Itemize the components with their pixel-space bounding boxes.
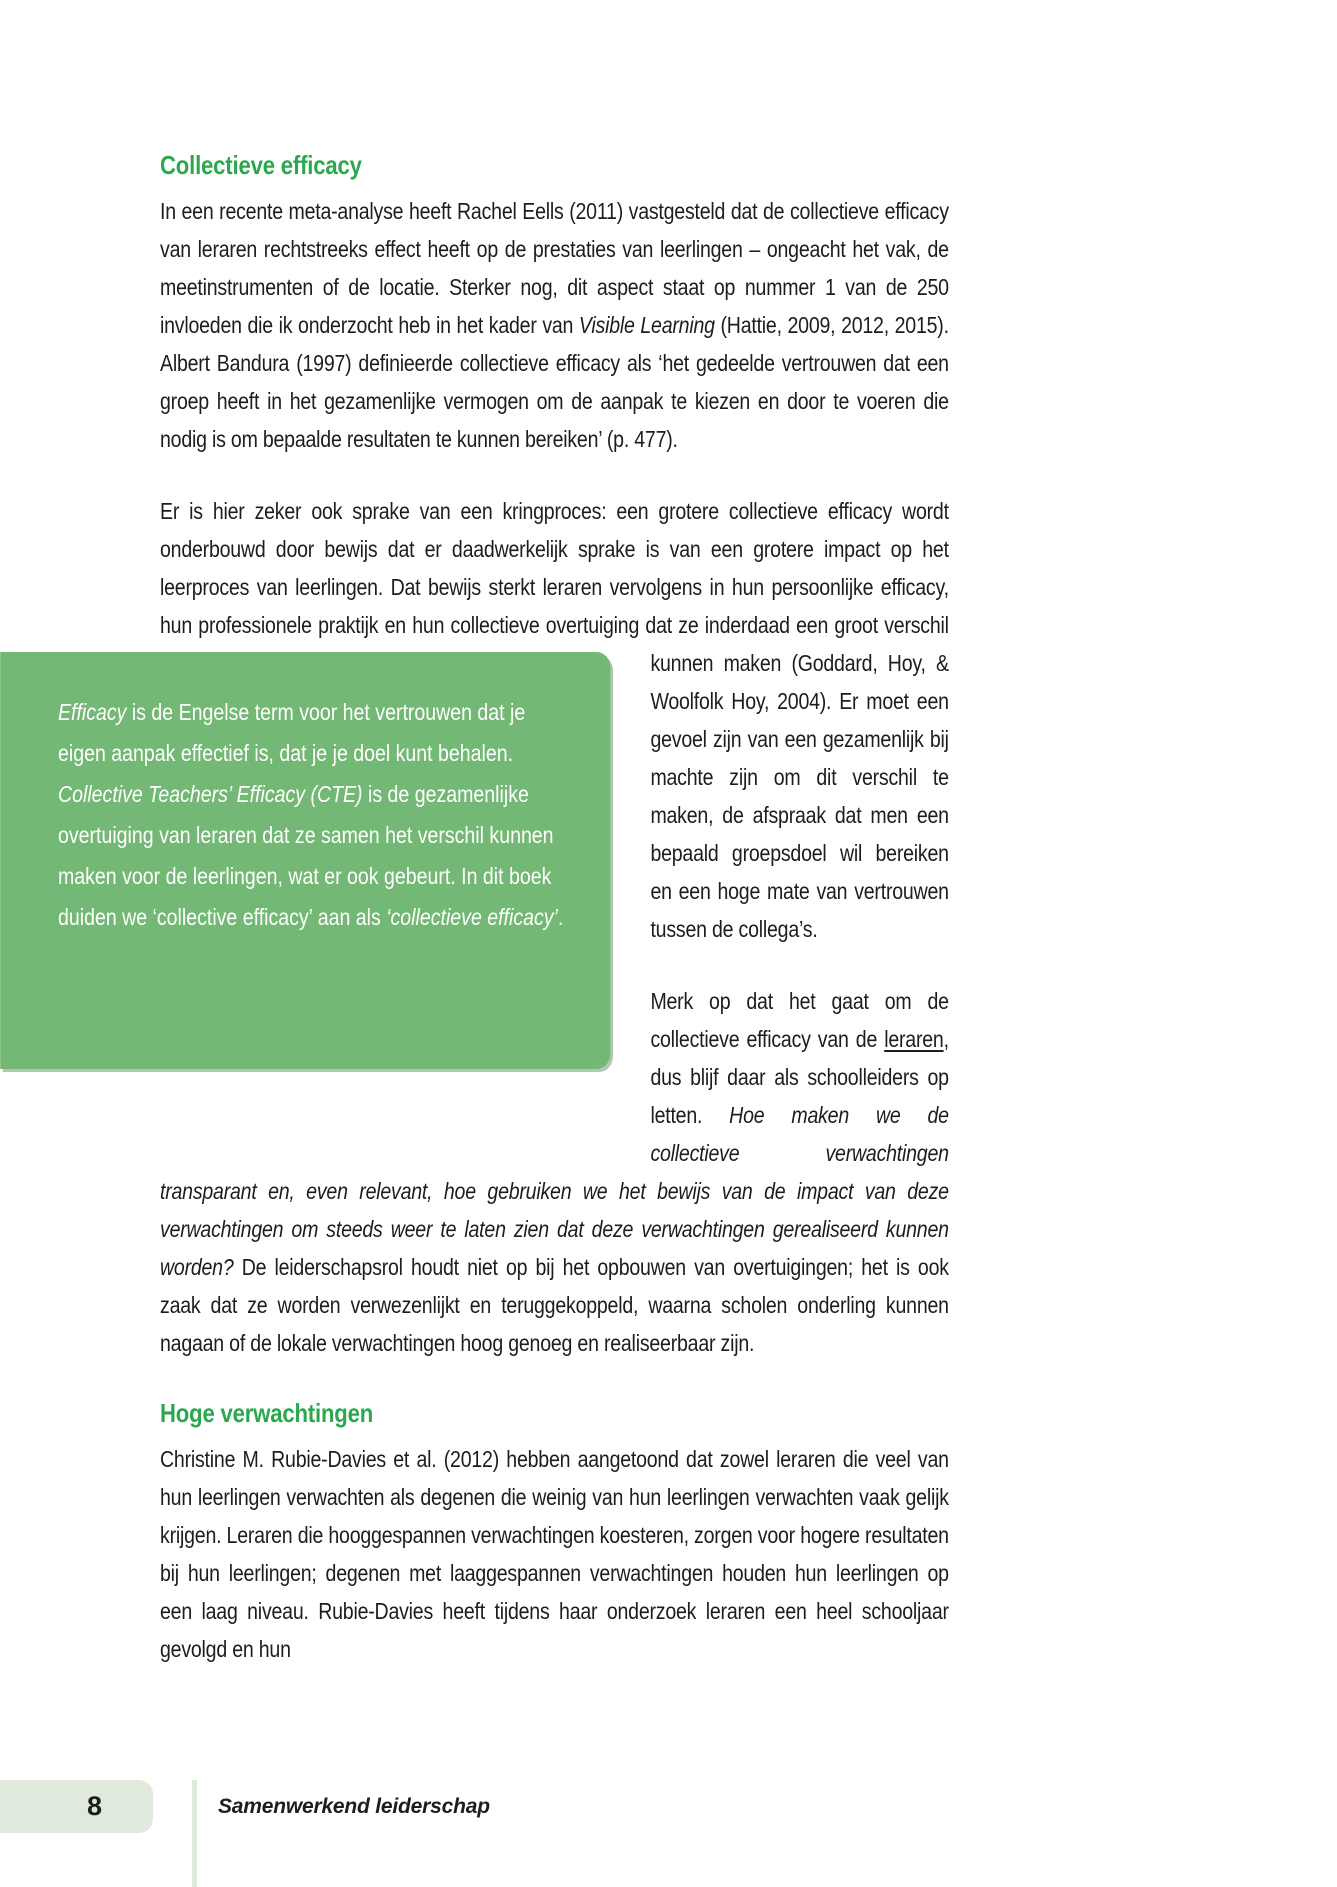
page-number-badge [0,1780,153,1833]
emphasis-collective-teachers-efficacy: Collective Teachers’ Efficacy (CTE) [58,781,363,807]
running-footer-title: Samenwerkend leiderschap [218,1795,490,1818]
callout-box-efficacy-definition [0,652,610,1069]
paragraph-rubie-davies: Christine M. Rubie-Davies et al. (2012) hebben aangetoond dat zowel leraren die veel van hun leerlingen verwachten als degenen die weinig van hun leerlingen verwachten vaak gelijk krijgen. Leraren die hooggespannen verwachtingen koesteren, zorgen voor hogere resultaten bij hun leerlingen; degenen met laaggespannen verwachtingen houden hun leerlingen op een laag niveau. Rubie-Davies heeft tijdens haar onderzoek leraren een heel schooljaar gevolgd en hun [160,1446,949,1662]
underlined-leraren: leraren [884,1026,944,1052]
page-number: 8 [86,1791,103,1821]
text-run: De leiderschapsrol houdt niet op bij het opbouwen van overtuigingen; het is ook zaak dat ze worden verwezenlijkt en teruggekoppeld, waarna scholen onderling kunnen nagaan of de lokale verwachtingen hoog genoeg en realiseerbaar zijn. [160,1254,949,1356]
text-run: is de Engelse term voor het vertrouwen dat je eigen aanpak effectief is, dat je je doel kunt behalen. [58,699,526,766]
footer-divider [192,1780,197,1887]
text-run: In een recente meta-analyse heeft Rachel Eells (2011) vastgesteld dat de collectieve efficacy van leraren rechtstreeks effect heeft op de prestaties van leerlingen – ongeacht het vak, de meetinstrumenten of de locatie. Sterker nog, dit aspect staat op nummer 1 van de 250 invloeden die ik onderzocht heb in het kader van [160,198,949,338]
text-run: (Hattie, 2009, 2012, 2015). Albert Bandura (1997) definieerde collectieve efficacy als ‘het gedeelde vertrouwen dat een groep heeft in het gezamenlijke vermogen om de aanpak te kiezen en door te voeren die nodig is om bepaalde resultaten te kunnen bereiken’ (p. 477). [160,312,949,452]
page-content [58,148,949,1668]
emphasis-leadership-question: Hoe maken we de collectieve verwachtingen transparant en, even relevant, hoe gebruiken we het bewijs van de impact van deze verwachtingen om steeds weer te laten zien dat deze verwachtingen gerealiseerd kunnen worden? [160,1102,949,1280]
section-heading-collectieve-efficacy: Collectieve efficacy [160,150,362,180]
section-heading-hoge-verwachtingen: Hoge verwachtingen [160,1398,374,1428]
paragraph-meta-analyse [160,192,949,458]
text-run: , dus blijf daar als schoolleiders op letten. [650,1026,949,1128]
text-run: overtuiging dat ze inderdaad een groot verschil kunnen maken (Goddard, Hoy, & Woolfolk Hoy, 2004). Er moet een gevoel zijn van een gezamenlijk bij machte zijn om dit verschil te maken, de afspraak dat men een bepaald groepsdoel wil bereiken en een hoge mate van vertrouwen tussen de collega’s. [545,612,949,942]
text-run: Er is hier zeker ook sprake van een kringproces: een grotere collectieve efficacy wordt onderbouwd door bewijs dat er daadwerkelijk sprake is van een grotere impact op het leerproces van leerlingen. Dat bewijs sterkt leraren vervolgens in hun persoonlijke efficacy, hun professionele praktijk en hun collectieve [160,498,949,638]
paragraph-kringproces [58,492,949,948]
text-run: is de gezamenlijke overtuiging van leraren dat ze samen het verschil kunnen maken voor de leerlingen, wat er ook gebeurt. In dit boek duiden we ‘collective efficacy’ aan als [58,781,554,930]
text-run: . [557,904,564,930]
text-run: Merk op dat het gaat om de collectieve efficacy van de [650,988,949,1052]
emphasis-visible-learning: Visible Learning [578,312,715,338]
emphasis-collectieve-efficacy: ‘collectieve efficacy’ [386,904,558,930]
emphasis-efficacy: Efficacy [58,699,127,725]
